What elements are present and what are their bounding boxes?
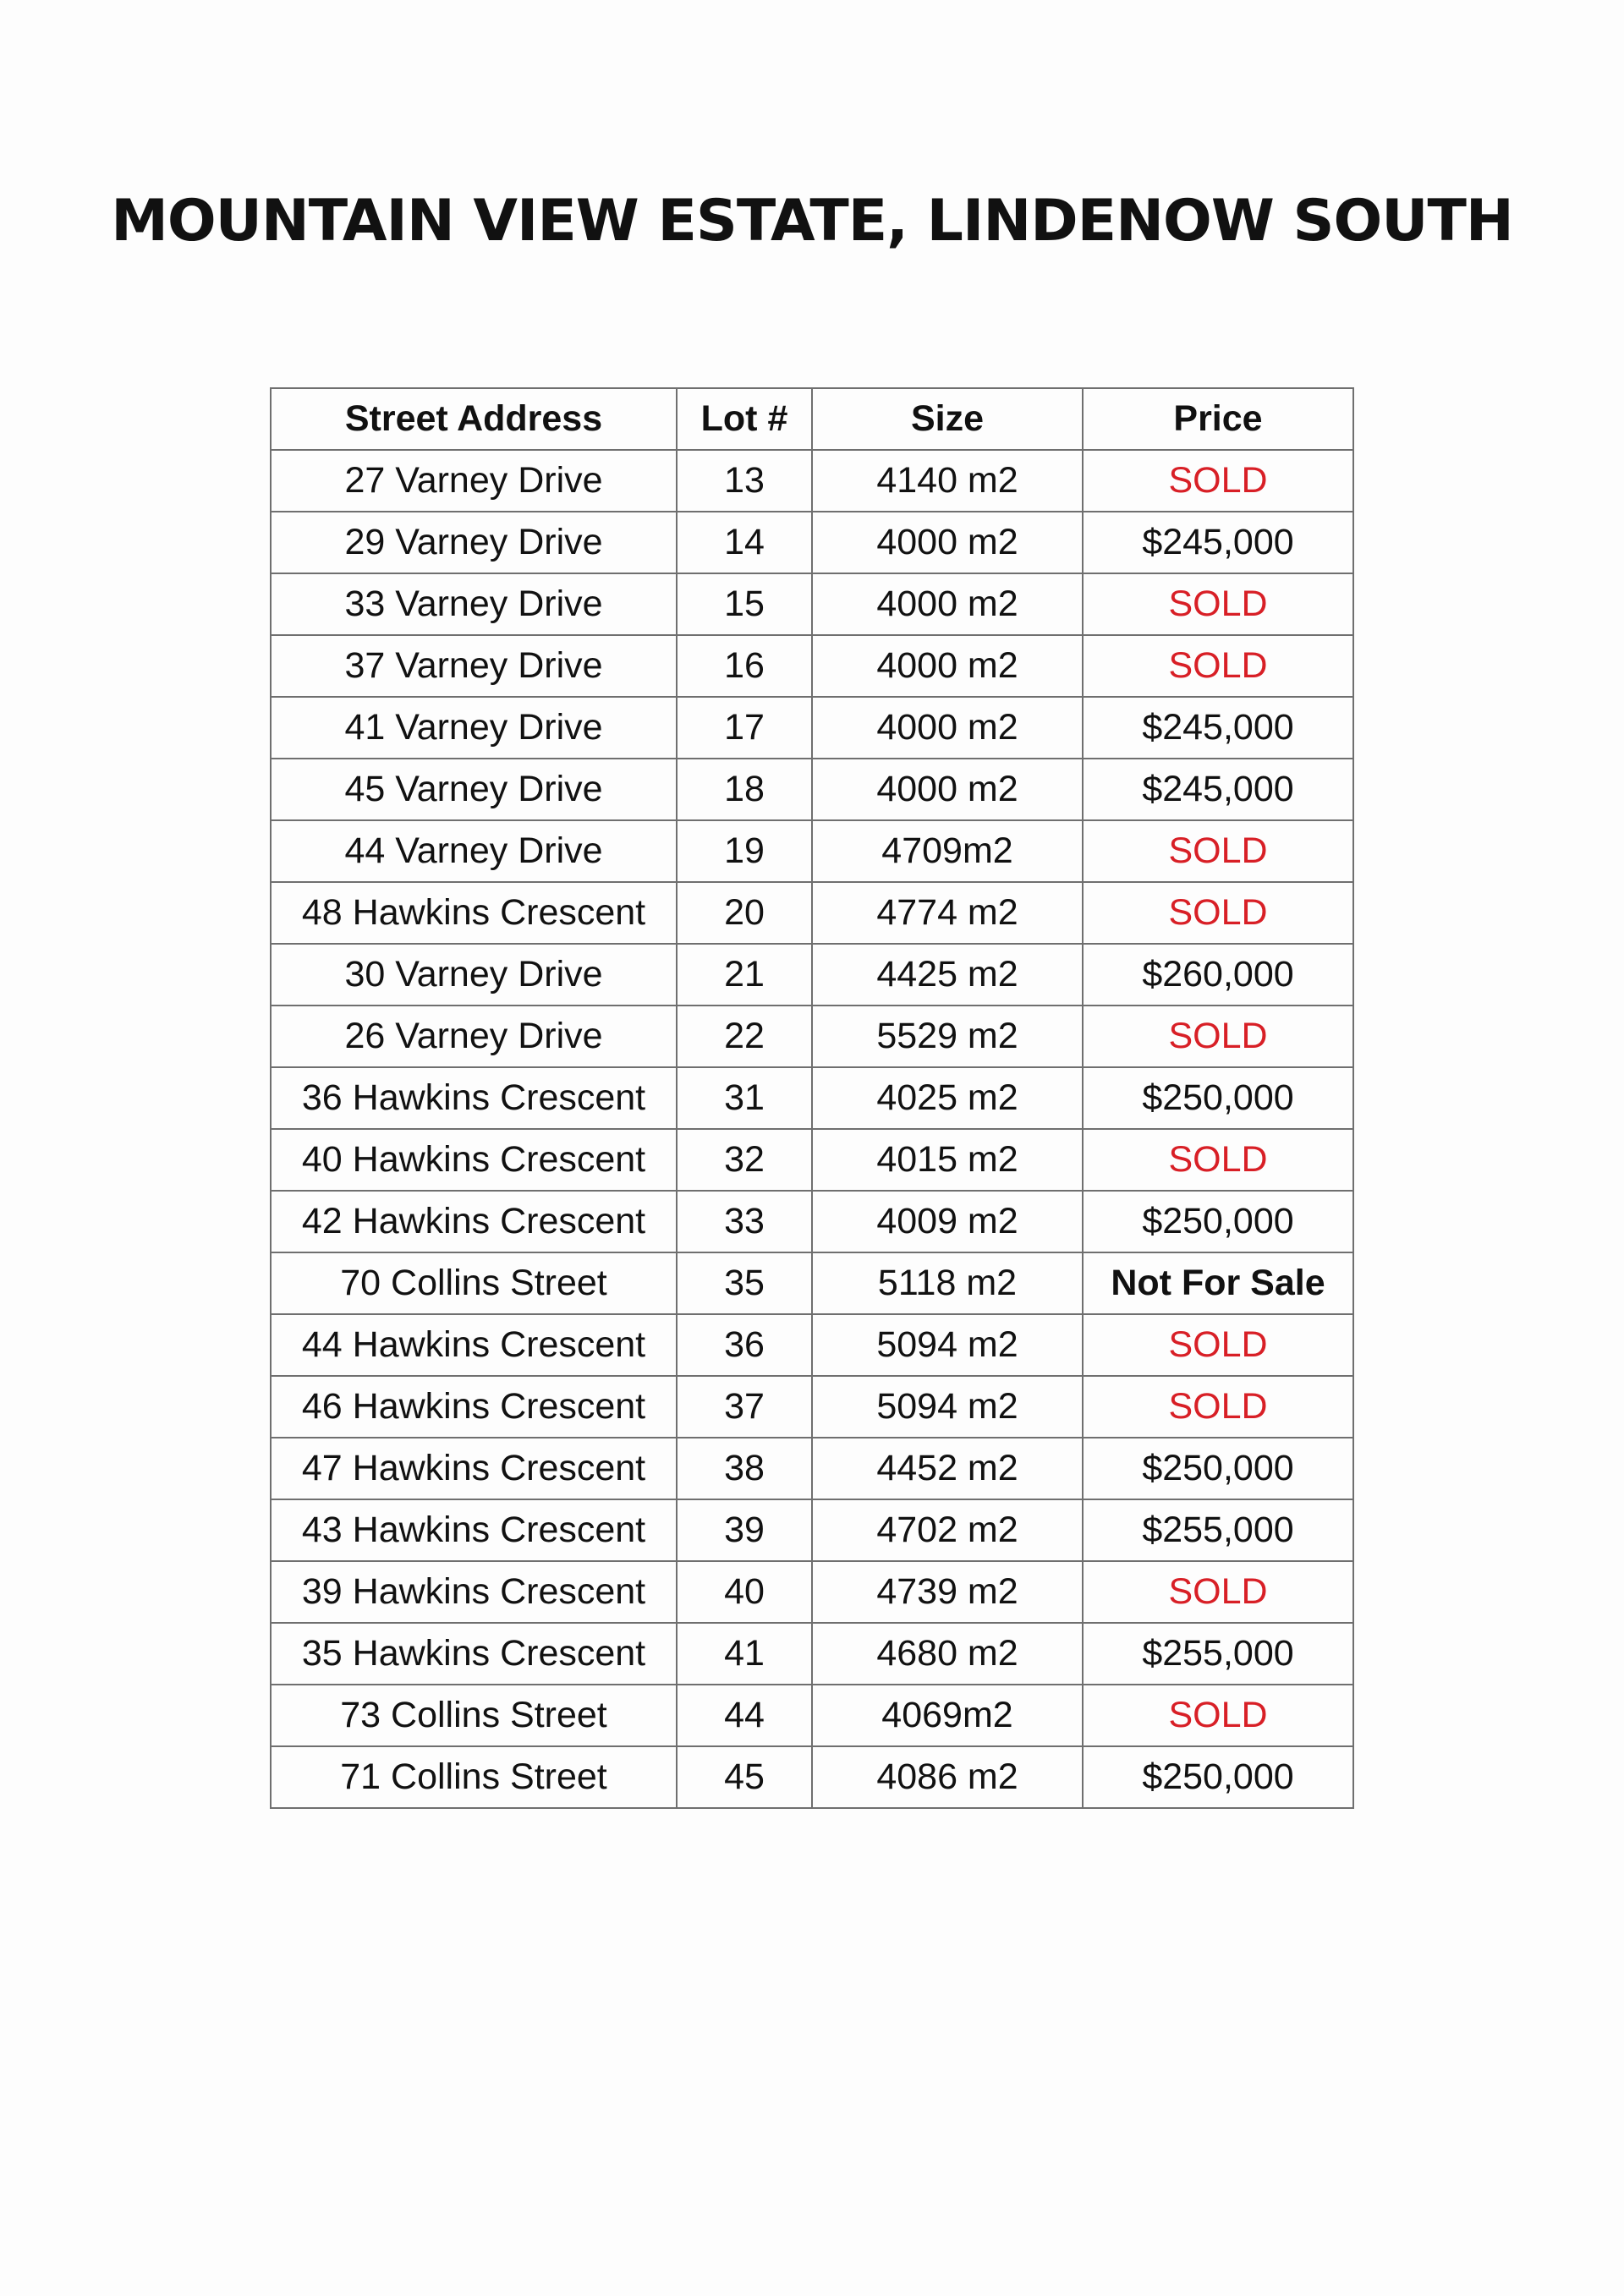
cell-street-address: 43 Hawkins Crescent: [271, 1499, 677, 1561]
cell-lot-number: 20: [677, 882, 812, 944]
cell-price: $250,000: [1083, 1067, 1353, 1129]
cell-size: 4000 m2: [812, 759, 1083, 820]
cell-price: SOLD: [1083, 573, 1353, 635]
cell-lot-number: 33: [677, 1191, 812, 1252]
cell-size: 4680 m2: [812, 1623, 1083, 1685]
table-row: [271, 697, 1353, 759]
table-row: [271, 1746, 1353, 1808]
cell-street-address: 45 Varney Drive: [271, 759, 677, 820]
cell-price: $250,000: [1083, 1746, 1353, 1808]
cell-price: $245,000: [1083, 512, 1353, 573]
cell-lot-number: 14: [677, 512, 812, 573]
cell-price: $250,000: [1083, 1438, 1353, 1499]
cell-size: 4000 m2: [812, 697, 1083, 759]
table-row: [271, 882, 1353, 944]
header-lot-number: Lot #: [677, 388, 812, 450]
cell-price: Not For Sale: [1083, 1252, 1353, 1314]
cell-size: 4709m2: [812, 820, 1083, 882]
page-title: MOUNTAIN VIEW ESTATE, LINDENOW SOUTH: [111, 188, 1513, 255]
cell-size: 4702 m2: [812, 1499, 1083, 1561]
cell-street-address: 33 Varney Drive: [271, 573, 677, 635]
cell-size: 4000 m2: [812, 573, 1083, 635]
table-row: [271, 944, 1353, 1006]
cell-size: 4025 m2: [812, 1067, 1083, 1129]
cell-lot-number: 16: [677, 635, 812, 697]
cell-street-address: 73 Collins Street: [271, 1685, 677, 1746]
cell-street-address: 26 Varney Drive: [271, 1006, 677, 1067]
cell-size: 4452 m2: [812, 1438, 1083, 1499]
table-row: [271, 1623, 1353, 1685]
cell-price: $250,000: [1083, 1191, 1353, 1252]
table-row: [271, 635, 1353, 697]
table-row: [271, 1191, 1353, 1252]
cell-size: 4000 m2: [812, 635, 1083, 697]
cell-lot-number: 17: [677, 697, 812, 759]
cell-street-address: 44 Hawkins Crescent: [271, 1314, 677, 1376]
table-row: [271, 1561, 1353, 1623]
cell-lot-number: 19: [677, 820, 812, 882]
cell-price: SOLD: [1083, 1314, 1353, 1376]
cell-street-address: 42 Hawkins Crescent: [271, 1191, 677, 1252]
cell-street-address: 27 Varney Drive: [271, 450, 677, 512]
cell-street-address: 30 Varney Drive: [271, 944, 677, 1006]
cell-price: SOLD: [1083, 1006, 1353, 1067]
table-row: [271, 1067, 1353, 1129]
cell-size: 4009 m2: [812, 1191, 1083, 1252]
table-row: [271, 1499, 1353, 1561]
cell-price: $245,000: [1083, 697, 1353, 759]
cell-lot-number: 13: [677, 450, 812, 512]
cell-price: $245,000: [1083, 759, 1353, 820]
cell-lot-number: 18: [677, 759, 812, 820]
cell-lot-number: 35: [677, 1252, 812, 1314]
cell-street-address: 70 Collins Street: [271, 1252, 677, 1314]
cell-lot-number: 22: [677, 1006, 812, 1067]
cell-lot-number: 38: [677, 1438, 812, 1499]
table-row: [271, 573, 1353, 635]
cell-lot-number: 37: [677, 1376, 812, 1438]
cell-street-address: 29 Varney Drive: [271, 512, 677, 573]
cell-street-address: 47 Hawkins Crescent: [271, 1438, 677, 1499]
table-header-row: [271, 388, 1353, 450]
cell-size: 4739 m2: [812, 1561, 1083, 1623]
cell-street-address: 36 Hawkins Crescent: [271, 1067, 677, 1129]
cell-price: SOLD: [1083, 820, 1353, 882]
cell-size: 5118 m2: [812, 1252, 1083, 1314]
cell-street-address: 71 Collins Street: [271, 1746, 677, 1808]
cell-price: $255,000: [1083, 1499, 1353, 1561]
cell-size: 4774 m2: [812, 882, 1083, 944]
table-row: [271, 1129, 1353, 1191]
cell-price: SOLD: [1083, 450, 1353, 512]
cell-size: 4015 m2: [812, 1129, 1083, 1191]
cell-lot-number: 44: [677, 1685, 812, 1746]
table-row: [271, 759, 1353, 820]
table-row: [271, 1006, 1353, 1067]
cell-size: 4140 m2: [812, 450, 1083, 512]
cell-street-address: 39 Hawkins Crescent: [271, 1561, 677, 1623]
table-row: [271, 1314, 1353, 1376]
cell-price: $260,000: [1083, 944, 1353, 1006]
cell-lot-number: 45: [677, 1746, 812, 1808]
cell-lot-number: 41: [677, 1623, 812, 1685]
cell-price: SOLD: [1083, 1561, 1353, 1623]
cell-size: 5529 m2: [812, 1006, 1083, 1067]
table-row: [271, 1685, 1353, 1746]
cell-lot-number: 40: [677, 1561, 812, 1623]
cell-street-address: 41 Varney Drive: [271, 697, 677, 759]
cell-street-address: 48 Hawkins Crescent: [271, 882, 677, 944]
cell-size: 4000 m2: [812, 512, 1083, 573]
cell-price: SOLD: [1083, 1685, 1353, 1746]
cell-lot-number: 36: [677, 1314, 812, 1376]
cell-size: 5094 m2: [812, 1376, 1083, 1438]
cell-size: 4086 m2: [812, 1746, 1083, 1808]
cell-lot-number: 39: [677, 1499, 812, 1561]
cell-street-address: 40 Hawkins Crescent: [271, 1129, 677, 1191]
cell-price: SOLD: [1083, 635, 1353, 697]
cell-street-address: 46 Hawkins Crescent: [271, 1376, 677, 1438]
cell-street-address: 37 Varney Drive: [271, 635, 677, 697]
table-row: [271, 1376, 1353, 1438]
table-row: [271, 820, 1353, 882]
header-size: Size: [812, 388, 1083, 450]
table-row: [271, 1252, 1353, 1314]
lots-table: [270, 387, 1354, 1809]
header-price: Price: [1083, 388, 1353, 450]
cell-lot-number: 32: [677, 1129, 812, 1191]
cell-size: 4069m2: [812, 1685, 1083, 1746]
cell-lot-number: 31: [677, 1067, 812, 1129]
table-body: [271, 450, 1353, 1808]
table-row: [271, 1438, 1353, 1499]
cell-street-address: 35 Hawkins Crescent: [271, 1623, 677, 1685]
cell-size: 5094 m2: [812, 1314, 1083, 1376]
cell-lot-number: 15: [677, 573, 812, 635]
cell-lot-number: 21: [677, 944, 812, 1006]
table-row: [271, 450, 1353, 512]
cell-price: SOLD: [1083, 1129, 1353, 1191]
cell-size: 4425 m2: [812, 944, 1083, 1006]
table-row: [271, 512, 1353, 573]
cell-price: SOLD: [1083, 882, 1353, 944]
cell-street-address: 44 Varney Drive: [271, 820, 677, 882]
cell-price: SOLD: [1083, 1376, 1353, 1438]
header-street-address: Street Address: [271, 388, 677, 450]
cell-price: $255,000: [1083, 1623, 1353, 1685]
